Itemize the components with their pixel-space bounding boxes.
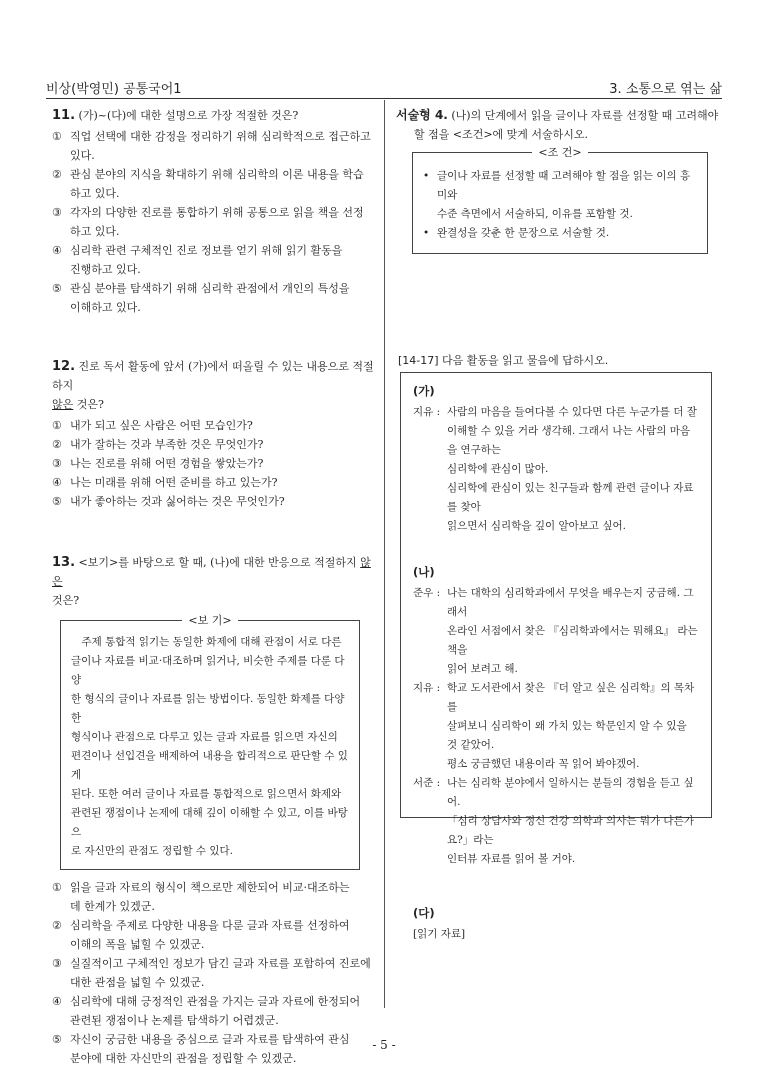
dialogue-text: 사람의 마음을 들여다볼 수 있다면 다른 누군가를 더 잘 — [447, 406, 697, 418]
question-13 — [52, 553, 374, 1068]
passage-na-title: (나) — [413, 565, 435, 579]
option-number: ④ — [52, 244, 62, 257]
passage-na — [413, 584, 699, 869]
dialogue-entry — [413, 584, 699, 679]
passage-header: [14-17] 다음 활동을 읽고 물음에 답하시오. — [398, 354, 609, 367]
question-11-option-3 — [52, 203, 374, 241]
option-text: 실질적이고 구체적인 정보가 담긴 글과 자료를 포함하여 진로에 — [70, 957, 371, 970]
question-11-option-2 — [52, 165, 374, 203]
condition-list — [421, 167, 699, 243]
option-text: 이해하고 있다. — [70, 301, 141, 314]
dialogue-entry — [413, 679, 699, 774]
option-text: 있다. — [70, 149, 95, 162]
option-number: ④ — [52, 995, 62, 1008]
dialogue-text: 「심리 상담사와 정신 건강 의학과 의사는 뭐가 다른가요?」라는 — [447, 815, 694, 846]
question-13-option-2 — [52, 916, 374, 954]
essay-4-text-1: (나)의 단계에서 읽을 글이나 자료를 선정할 때 고려해야 — [451, 109, 719, 122]
bogi-line: 형식이나 관점으로 다루고 있는 글과 자료를 읽으면 자신의 — [71, 731, 338, 743]
option-text: 관심 분야의 지식을 확대하기 위해 심리학의 이론 내용을 학습 — [70, 168, 364, 181]
bogi-line: 관련된 쟁점이나 논제에 대해 깊이 이해할 수 있고, 이를 바탕으 — [71, 807, 348, 838]
condition-item — [421, 224, 699, 243]
question-12-number: 12. — [52, 359, 76, 374]
header-textbook-title: 비상(박영민) 공통국어1 — [46, 82, 182, 97]
page-number: - 5 - — [372, 1038, 396, 1052]
option-text: 대한 관점을 넓힐 수 있겠군. — [70, 976, 205, 989]
option-text: 관련된 쟁점이나 논제를 탐색하기 어렵겠군. — [70, 1014, 279, 1027]
option-number: ④ — [52, 476, 62, 489]
option-text: 나는 미래를 위해 어떤 준비를 하고 있는가? — [70, 476, 278, 489]
option-text: 이해의 폭을 넓힐 수 있겠군. — [70, 938, 205, 951]
option-text: 심리학에 대해 긍정적인 관점을 가지는 글과 자료에 한정되어 — [70, 995, 361, 1008]
question-12-option-1 — [52, 416, 374, 435]
question-13-underline: 않은 — [52, 556, 371, 588]
bogi-box — [60, 614, 360, 870]
left-column — [52, 106, 374, 1068]
question-13-option-1 — [52, 878, 374, 916]
question-12-underline: 않은 — [52, 398, 74, 411]
option-number: ⑤ — [52, 1033, 62, 1046]
option-text: 심리학을 주제로 다양한 내용을 다룬 글과 자료를 선정하여 — [70, 919, 350, 932]
option-number: ③ — [52, 206, 62, 219]
option-number: ② — [52, 168, 62, 181]
option-number: ⑤ — [52, 282, 62, 295]
condition-item — [421, 167, 699, 224]
question-12-option-5 — [52, 492, 374, 511]
question-13-text-1: <보기>를 바탕으로 할 때, (나)에 대한 반응으로 적절하지 — [78, 556, 361, 569]
option-number: ② — [52, 919, 62, 932]
dialogue-text: 심리학에 관심이 많아. — [447, 463, 549, 475]
bullet-icon: • — [423, 227, 430, 239]
option-text: 진행하고 있다. — [70, 263, 141, 276]
question-12-stem — [52, 357, 374, 414]
bogi-line: 로 자신만의 관점도 정립할 수 있다. — [71, 845, 234, 857]
dialogue-text: 이해할 수 있을 거라 생각해. 그래서 나는 사람의 마음을 연구하는 — [447, 425, 691, 456]
bullet-icon: • — [423, 170, 430, 182]
option-text: 관심 분야를 탐색하기 위해 심리학 관점에서 개인의 특성을 — [70, 282, 350, 295]
option-text: 내가 되고 싶은 사람은 어떤 모습인가? — [70, 419, 253, 432]
essay-4-stem — [396, 106, 720, 144]
dialogue-text: 심리학에 관심이 있는 친구들과 함께 관련 글이나 자료를 찾아 — [447, 482, 694, 513]
question-12-text-1: 진로 독서 활동에 앞서 (가)에서 떠올릴 수 있는 내용으로 적절하지 — [52, 360, 374, 392]
question-12 — [52, 357, 374, 511]
option-text: 분야에 대한 자신만의 관점을 정립할 수 있겠군. — [70, 1052, 297, 1065]
dialogue-text: 온라인 서점에서 찾은 『심리학과에서는 뭐해요』 라는 책을 — [447, 625, 698, 656]
passage-box — [400, 372, 712, 940]
dialogue-text: 인터뷰 자료를 읽어 볼 거야. — [447, 853, 576, 865]
right-column — [396, 106, 720, 254]
question-11-option-1 — [52, 127, 374, 165]
passage-ga-title: (가) — [413, 384, 435, 398]
question-11-option-4 — [52, 241, 374, 279]
dialogue-entry — [413, 774, 699, 869]
option-text: 직업 선택에 대한 감정을 정리하기 위해 심리학적으로 접근하고 — [70, 130, 371, 143]
option-text: 읽을 글과 자료의 형식이 책으로만 제한되어 비교·대조하는 — [70, 881, 350, 894]
question-13-stem — [52, 553, 374, 610]
header-rule — [46, 98, 722, 99]
option-number: ① — [52, 130, 62, 143]
question-12-option-4 — [52, 473, 374, 492]
condition-text: 글이나 자료를 선정할 때 고려해야 할 점을 읽는 이의 흥미와 — [437, 170, 691, 201]
column-divider — [384, 100, 385, 1008]
passage-ga-dialogue — [413, 403, 699, 536]
condition-text: 수준 측면에서 서술하되, 이유를 포함할 것. — [437, 208, 633, 220]
question-11-number: 11. — [52, 108, 76, 123]
bogi-line: 글이나 자료를 비교·대조하며 읽거나, 비슷한 주제를 다룬 다양 — [71, 655, 345, 686]
question-13-number: 13. — [52, 555, 76, 570]
question-13-text-2: 것은? — [52, 594, 80, 607]
option-text: 내가 좋아하는 것과 싫어하는 것은 무엇인가? — [70, 495, 285, 508]
passage-ga — [413, 403, 699, 536]
bogi-line: 주제 통합적 읽기는 동일한 화제에 대해 관점이 서로 다른 — [81, 636, 342, 648]
question-11-option-5 — [52, 279, 374, 317]
passage-da-title: (다) — [413, 906, 435, 920]
speaker-label: 서준 : — [413, 777, 441, 789]
option-text: 나는 진로를 위해 어떤 경험을 쌓았는가? — [70, 457, 264, 470]
bogi-label: <보 기> — [61, 612, 359, 628]
question-12-text-2: 것은? — [73, 398, 104, 411]
speaker-label: 지유 : — [413, 682, 441, 694]
condition-text: 완결성을 갖춘 한 문장으로 서술할 것. — [437, 227, 610, 239]
dialogue-text: 살펴보니 심리학이 왜 가치 있는 학문인지 알 수 있을 것 같았어. — [447, 720, 687, 751]
question-13-option-3 — [52, 954, 374, 992]
speaker-label: 준우 : — [413, 587, 441, 599]
dialogue-text: 읽어 보려고 해. — [447, 663, 518, 675]
option-number: ① — [52, 881, 62, 894]
dialogue-text: 읽으면서 심리학을 깊이 알아보고 싶어. — [447, 520, 626, 532]
bogi-line: 한 형식의 글이나 자료를 읽는 방법이다. 동일한 화제를 다양한 — [71, 693, 345, 724]
dialogue-text: 학교 도서관에서 찾은 『더 알고 싶은 심리학』의 목차를 — [447, 682, 695, 713]
question-13-option-4 — [52, 992, 374, 1030]
bogi-line: 된다. 또한 여러 글이나 자료를 통합적으로 읽으면서 화제와 — [71, 788, 342, 800]
option-text: 각자의 다양한 진로를 통합하기 위해 공통으로 읽을 책을 선정 — [70, 206, 364, 219]
question-11 — [52, 106, 374, 317]
dialogue-text: 평소 궁금했던 내용이라 꼭 읽어 봐야겠어. — [447, 758, 640, 770]
option-number: ② — [52, 438, 62, 451]
option-text: 하고 있다. — [70, 187, 120, 200]
speaker-label: 지유 : — [413, 406, 441, 418]
header-unit-title: 3. 소통으로 엮는 삶 — [609, 82, 722, 97]
bogi-text — [71, 633, 349, 861]
question-11-options — [52, 127, 374, 317]
option-number: ③ — [52, 957, 62, 970]
option-number: ③ — [52, 457, 62, 470]
bogi-line: 편견이나 선입견을 배제하여 내용을 합리적으로 판단할 수 있게 — [71, 750, 348, 781]
option-text: 심리학 관련 구체적인 진로 정보를 얻기 위해 읽기 활동을 — [70, 244, 343, 257]
condition-box — [412, 146, 708, 254]
option-text: 자신이 궁금한 내용을 중심으로 글과 자료를 탐색하여 관심 — [70, 1033, 350, 1046]
condition-label: <조 건> — [413, 144, 707, 160]
option-text: 데 한계가 있겠군. — [70, 900, 155, 913]
essay-4-text-2: 할 점을 <조건>에 맞게 서술하시오. — [414, 128, 589, 141]
essay-question-4 — [396, 106, 720, 254]
dialogue-text: 나는 심리학 분야에서 일하시는 분들의 경험을 듣고 싶어. — [447, 777, 694, 808]
question-11-stem — [52, 106, 374, 125]
question-12-option-3 — [52, 454, 374, 473]
option-text: 내가 잘하는 것과 부족한 것은 무엇인가? — [70, 438, 264, 451]
question-12-option-2 — [52, 435, 374, 454]
passage-da-text: [읽기 자료] — [413, 928, 466, 940]
option-number: ⑤ — [52, 495, 62, 508]
option-number: ① — [52, 419, 62, 432]
question-12-options — [52, 416, 374, 511]
question-11-text: (가)~(다)에 대한 설명으로 가장 적절한 것은? — [78, 109, 299, 122]
essay-4-label: 서술형 4. — [396, 108, 448, 122]
dialogue-text: 나는 대학의 심리학과에서 무엇을 배우는지 궁금해. 그래서 — [447, 587, 694, 618]
option-text: 하고 있다. — [70, 225, 120, 238]
page-header — [46, 78, 722, 100]
